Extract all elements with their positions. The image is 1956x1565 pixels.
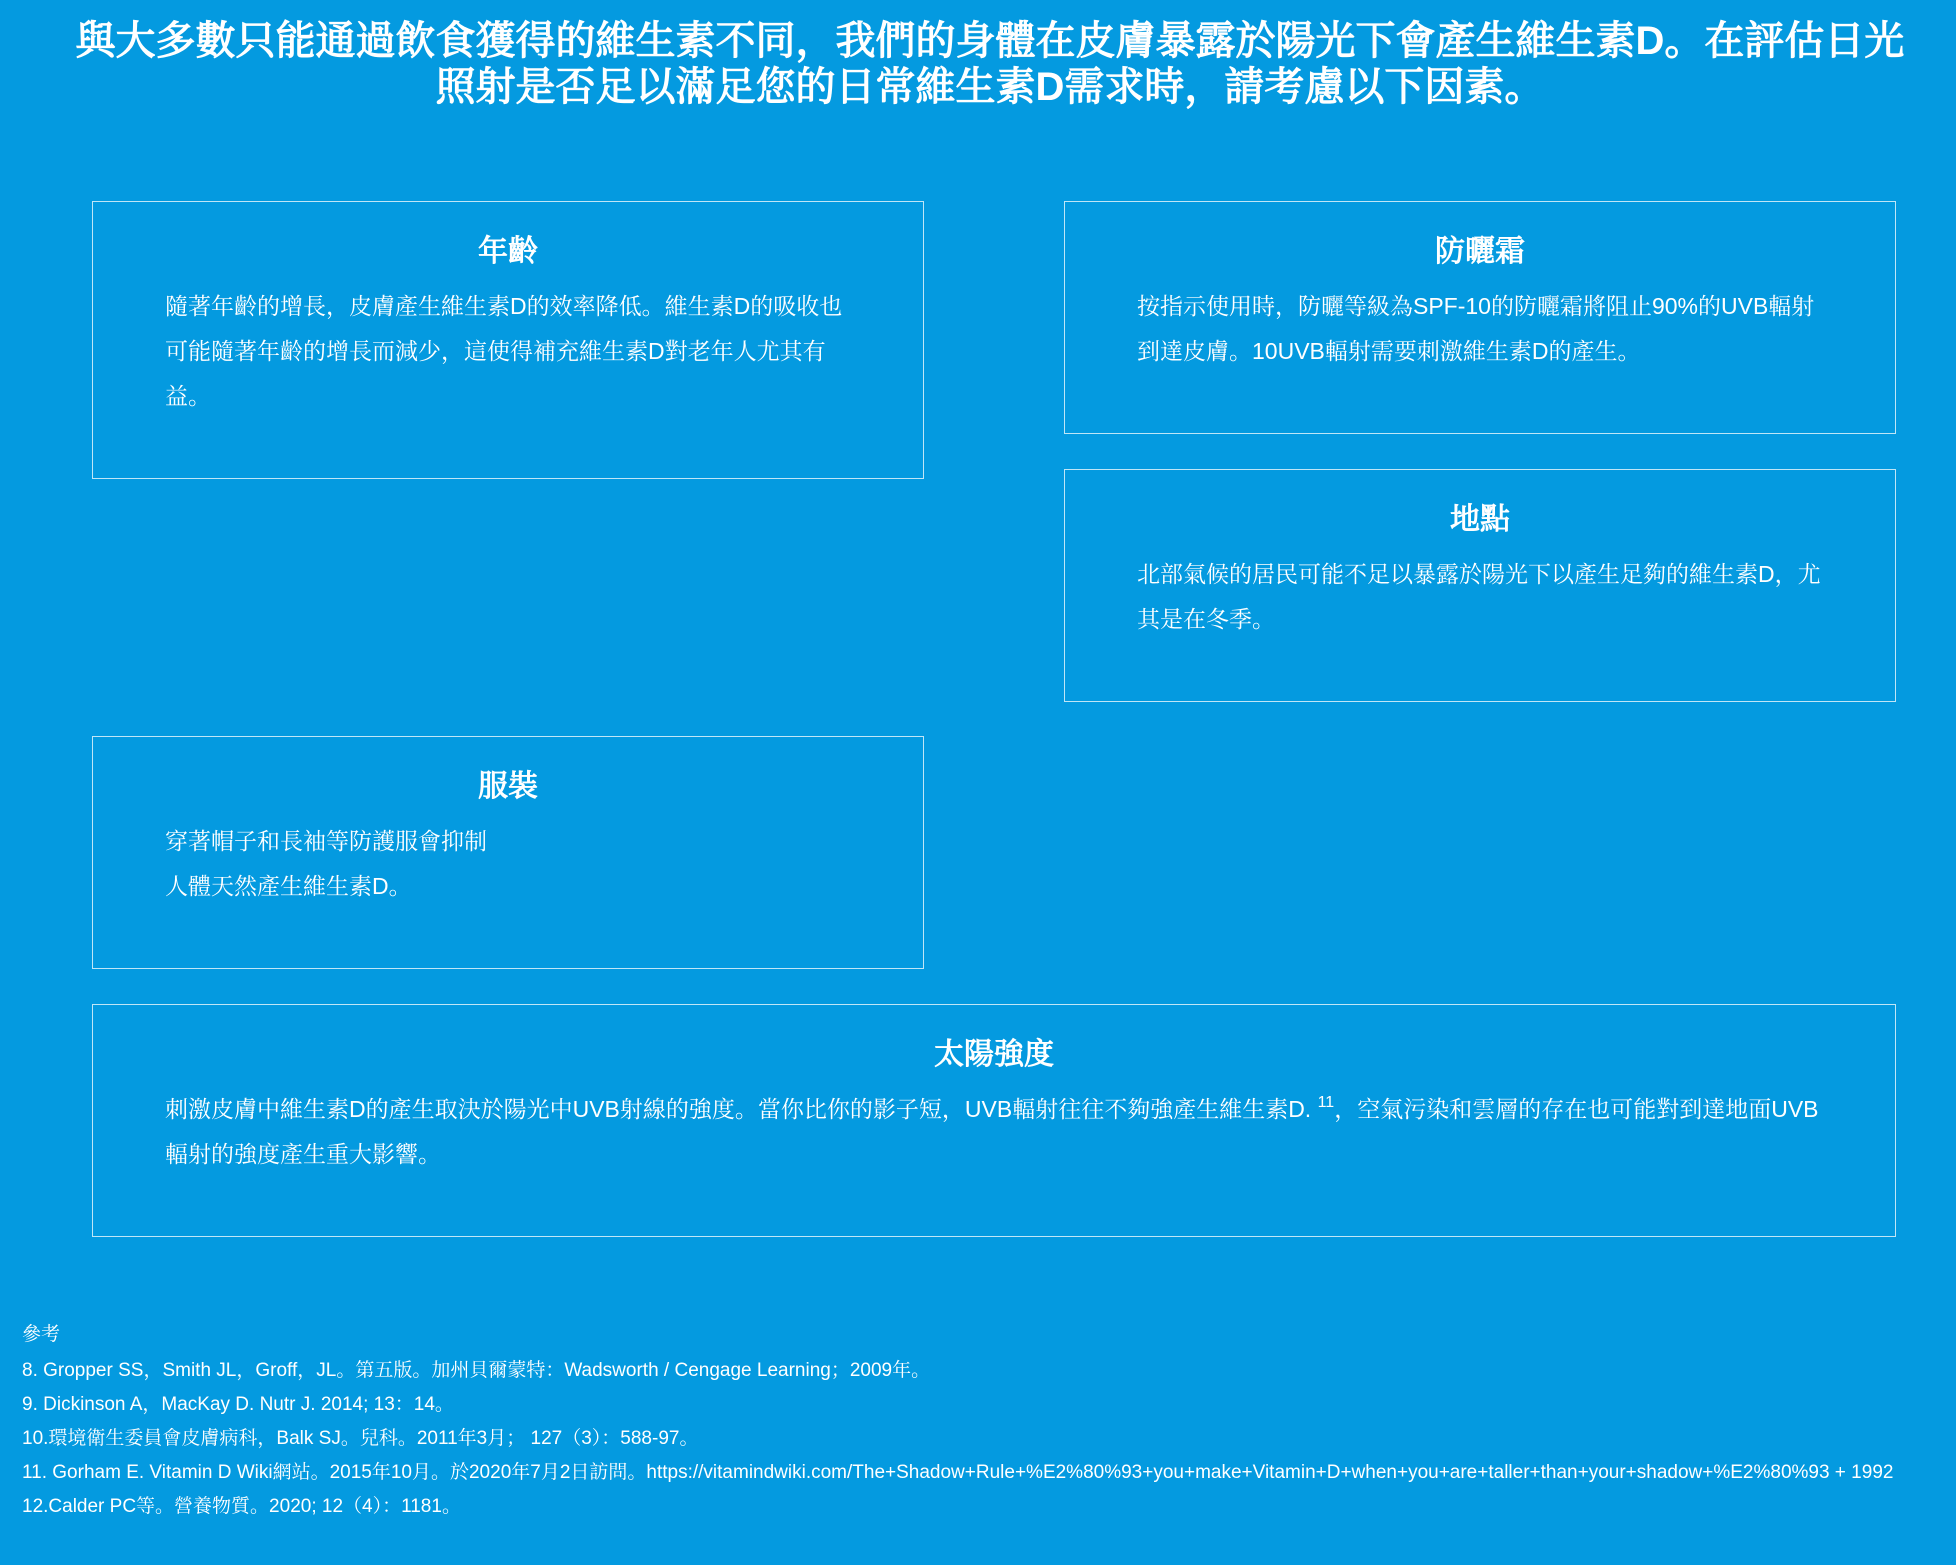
factor-body: 按指示使用時，防曬等級為SPF-10的防曬霜將阻止90%的UVB輻射到達皮膚。10UVB輻射需要刺激維生素D的產生。	[1137, 293, 1815, 364]
factor-card-clothing	[92, 736, 924, 969]
factor-body	[165, 1087, 1823, 1177]
factor-title: 年齡	[478, 235, 538, 268]
references-section	[22, 1322, 1922, 1528]
factor-body: 北部氣候的居民可能不足以暴露於陽光下以產生足夠的維生素D，尤其是在冬季。	[1137, 561, 1821, 632]
factor-card-sun-intensity	[92, 1004, 1896, 1237]
factor-card-sunscreen	[1064, 201, 1896, 434]
citation-superscript: 11	[1317, 1094, 1335, 1111]
factor-title: 地點	[1450, 503, 1510, 536]
factor-body-part: ，空氣污染和雲層的存在也可能對到達地面UVB輻射的強度產生重大影響。	[165, 1096, 1819, 1167]
factor-body: 隨著年齡的增長，皮膚產生維生素D的效率降低。維生素D的吸收也可能隨著年齡的增長而減少，這使得補充維生素D對老年人尤其有益。	[165, 293, 843, 409]
factor-card-age	[92, 201, 924, 479]
factor-title: 服裝	[478, 770, 538, 803]
reference-item: 8. Gropper SS，Smith JL，Groff，JL。第五版。加州貝爾蒙特：Wadsworth / Cengage Learning；2009年。	[22, 1360, 931, 1381]
references-title: 參考	[22, 1324, 61, 1345]
reference-item: 12.Calder PC等。營養物質。2020; 12（4）：1181。	[22, 1496, 461, 1517]
intro-text: 與大多數只能通過飲食獲得的維生素不同，我們的身體在皮膚暴露於陽光下會產生維生素D。在評估日光照射是否足以滿足您的日常維生素D需求時，請考慮以下因素。	[75, 19, 1905, 109]
factor-card-location	[1064, 469, 1896, 702]
references-list	[22, 1358, 1922, 1520]
reference-item: 11. Gorham E. Vitamin D Wiki網站。2015年10月。於2020年7月2日訪問。https://vitamindwiki.com/The+Shadow+Rule+%E2%80%93+you+make+Vitamin+D+when+you+are+taller+than+your+shadow+%E2%80%93 + 1992	[22, 1462, 1894, 1483]
factor-body-part: 刺激皮膚中維生素D的產生取決於陽光中UVB射線的強度。當你比你的影子短，UVB輻射往往不夠強產生維生素D.	[165, 1096, 1312, 1122]
reference-item: 10.環境衛生委員會皮膚病科，Balk SJ。兒科。2011年3月； 127（3）：588-97。	[22, 1428, 699, 1449]
reference-item: 9. Dickinson A，MacKay D. Nutr J. 2014; 13：14。	[22, 1394, 454, 1415]
factor-title: 太陽強度	[934, 1038, 1054, 1071]
factor-body: 穿著帽子和長袖等防護服會抑制人體天然產生維生素D。	[165, 828, 487, 899]
factor-title: 防曬霜	[1435, 235, 1525, 268]
